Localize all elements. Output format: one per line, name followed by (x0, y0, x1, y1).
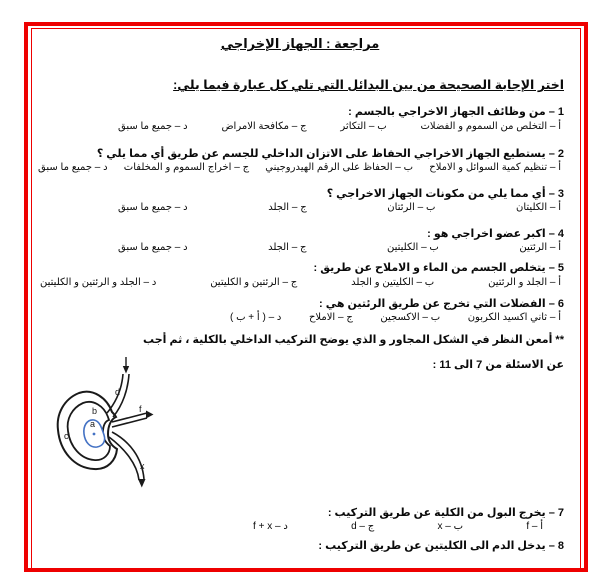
question-2-options (38, 162, 561, 173)
question-2-stem: 2 – يستطيع الجهاز الاخراجي الحفاظ على الاتزان الداخلي للجسم عن طريق أي مما يلي ؟ (96, 148, 564, 160)
q5-option-b: ب – الكليتين و الجلد (351, 277, 435, 288)
q5-option-c: ج – الرئتين و الكليتين (210, 277, 298, 288)
question-6-options (230, 312, 561, 323)
inflow-arrow-icon (123, 357, 129, 374)
q2-option-c: ج – اخراج السموم و المخلفات (123, 162, 250, 173)
q1-option-d: د – جميع ما سبق (118, 121, 188, 132)
vessel-x-arrowhead-icon (138, 479, 146, 488)
q1-option-c: ج – مكافحة الامراض (221, 121, 307, 132)
question-5-stem: 5 – يتخلص الجسم من الماء و الاملاح عن طريق : (313, 262, 564, 274)
instruction-heading: اختر الإجابة الصحيحة من بين البدائل التي تلي كل عبارة فيما يلي: (173, 78, 564, 92)
figure-note-line2: عن الاسئلة من 7 الى 11 : (432, 359, 564, 371)
label-b: b (92, 406, 98, 416)
q4-option-a: أ – الرئتين (519, 242, 561, 253)
q3-option-c: ج – الجلد (268, 202, 307, 213)
question-4-options (118, 242, 561, 253)
q1-option-a: أ – التخلص من السموم و الفضلات (420, 121, 561, 132)
pelvis-mark (93, 433, 96, 436)
page-title: مراجعة : الجهاز الإخراجي (220, 36, 380, 51)
question-7-stem: 7 – يخرج البول من الكلية عن طريق التركيب : (327, 507, 564, 519)
question-8-stem: 8 – يدخل الدم الى الكليتين عن طريق التركيب : (318, 540, 564, 552)
q6-option-a: أ – ثاني اكسيد الكربون (467, 312, 561, 323)
q4-option-b: ب – الكليتين (386, 242, 439, 253)
q3-option-a: أ – الكليتان (516, 202, 561, 213)
question-3-options (118, 202, 561, 213)
q5-option-a: أ – الجلد و الرئتين (488, 277, 561, 288)
question-1-options (118, 121, 561, 132)
question-5-options (40, 277, 561, 288)
q6-option-b: ب – الاكسجين (380, 312, 441, 323)
question-1-stem: 1 – من وظائف الجهاز الاخراجي بالجسم : (348, 106, 564, 118)
q7-option-d: د – f + x (253, 521, 288, 532)
question-7-options (253, 521, 543, 532)
label-x: x (140, 461, 145, 471)
question-4-stem: 4 – اكبر عضو اخراجي هو : (427, 228, 564, 240)
q3-option-d: د – جميع ما سبق (118, 202, 188, 213)
q4-option-d: د – جميع ما سبق (118, 242, 188, 253)
label-c: c (64, 431, 69, 441)
q7-option-a: أ – f (526, 521, 543, 532)
vessel-f-arrowhead-icon (146, 411, 154, 419)
question-3-stem: 3 – أي مما يلي من مكونات الجهاز الاخراجي ؟ (326, 188, 564, 200)
label-d: d (115, 387, 121, 397)
q7-option-b: ب – x (437, 521, 464, 532)
label-a: a (90, 419, 96, 429)
q2-option-b: ب – الحفاظ على الرقم الهيدروجيني (265, 162, 414, 173)
q2-option-a: أ – تنظيم كمية السوائل و الاملاح (429, 162, 561, 173)
q7-option-c: ج – d (351, 521, 375, 532)
vessel-f (112, 411, 154, 428)
q5-option-d: د – الجلد و الرئتين و الكليتين (40, 277, 157, 288)
label-f: f (139, 404, 142, 414)
q3-option-b: ب – الرئتان (387, 202, 436, 213)
kidney-diagram (48, 356, 188, 498)
q1-option-b: ب – التكاثر (340, 121, 387, 132)
figure-note-line1: ** أمعن النظر في الشكل المجاور و الذي يوضح التركيب الداخلي بالكلية ، ثم أجب (143, 334, 564, 346)
q6-option-d: د – ( أ + ب ) (230, 312, 282, 323)
q4-option-c: ج – الجلد (268, 242, 307, 253)
q2-option-d: د – جميع ما سبق (38, 162, 108, 173)
question-6-stem: 6 – الفضلات التي تخرج عن طريق الرئتين هي : (319, 298, 564, 310)
q6-option-c: ج – الاملاح (308, 312, 353, 323)
